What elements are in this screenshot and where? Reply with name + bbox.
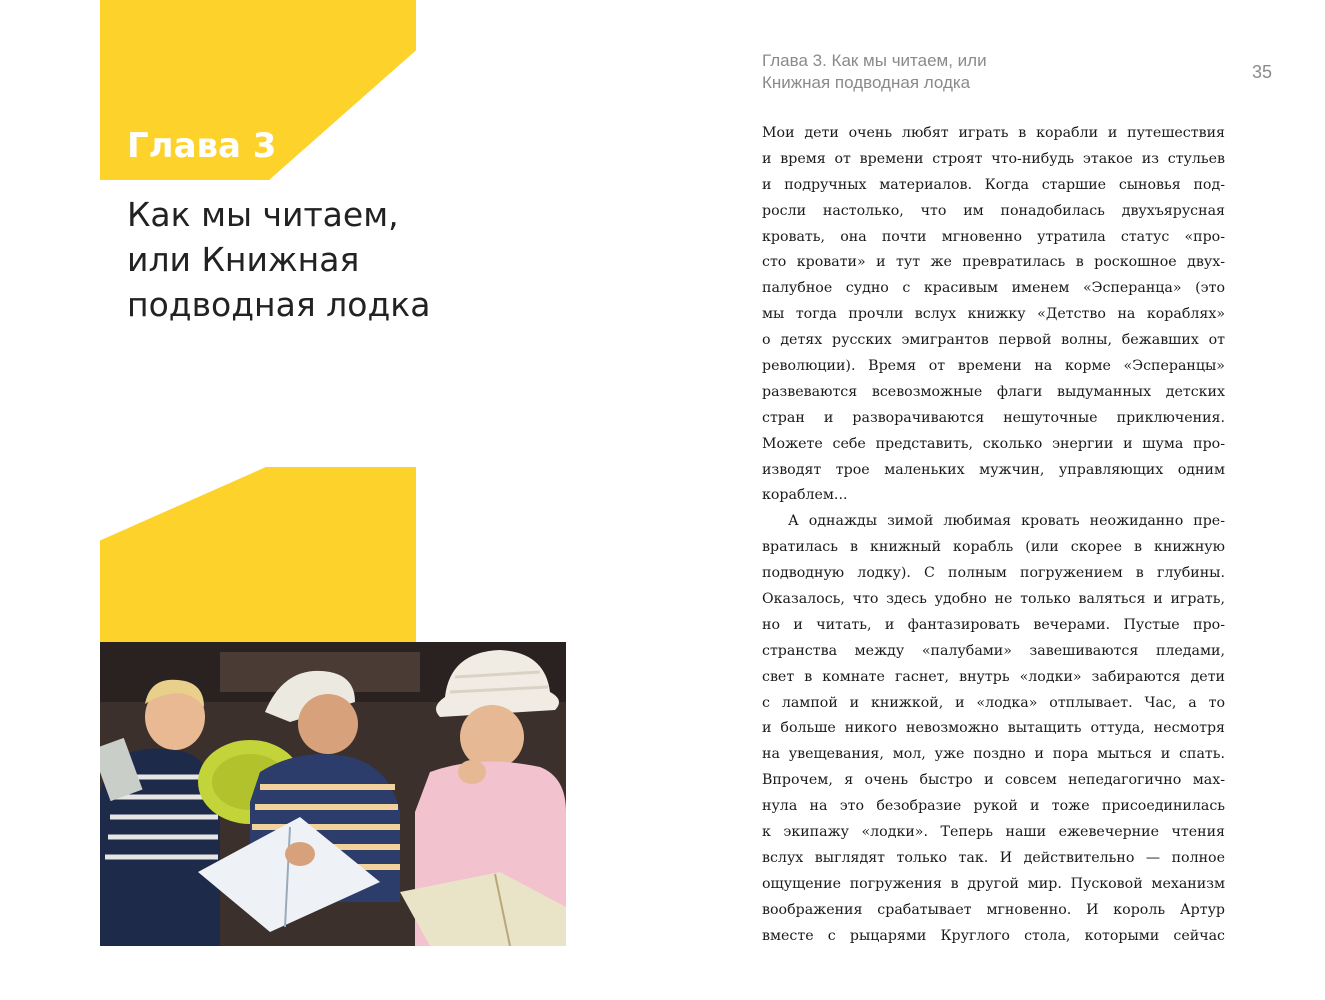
text-line: мы тогда прочли вслух книжку «Детство на кораблях» xyxy=(762,306,1225,323)
photo-illustration xyxy=(100,642,566,946)
text-line: воображения срабатывает мгновенно. И король Артур xyxy=(762,901,1225,918)
text-line: изводят трое маленьких мужчин, управляющих одним xyxy=(762,461,1225,478)
text-line: на увещевания, мол, уже поздно и пора мыться и спать. xyxy=(762,746,1225,763)
running-head-line: Книжная подводная лодка xyxy=(762,73,971,92)
text-line: ощущение погружения в другой мир. Пусковой механизм xyxy=(762,875,1225,892)
text-line: и больше никого невозможно вытащить оттуда, несмотря xyxy=(762,720,1225,737)
body-text xyxy=(762,121,1225,950)
yellow-decor-block xyxy=(100,467,416,642)
text-line: и время от времени строят что-нибудь этакое из стульев xyxy=(762,150,1225,167)
text-line: и подручных материалов. Когда старшие сыновья под- xyxy=(762,176,1225,193)
text-line: вратилась в книжный корабль (или скорее в книжную xyxy=(762,539,1225,556)
text-line: стран и разворачиваются нешуточные приключения. xyxy=(762,409,1225,426)
chapter-title-line: Как мы читаем, xyxy=(127,195,399,234)
text-line: свет в комнате гаснет, внутрь «лодки» забираются дети xyxy=(762,668,1225,685)
text-line: Можете себе представить, сколько энергии и шума про- xyxy=(762,435,1225,452)
chapter-label: Глава 3 xyxy=(127,126,277,166)
chapter-title-line: подводная лодка xyxy=(127,285,431,324)
text-line: с лампой и книжкой, и «лодка» отплывает. Час, а то xyxy=(762,694,1225,711)
text-line: кораблем... xyxy=(762,487,848,504)
text-line: вслух выглядят только так. И действительно — полное xyxy=(762,849,1225,866)
text-line: к экипажу «лодки». Теперь наши ежевечерние чтения xyxy=(762,824,1225,841)
text-line: развеваются всевозможные флаги выдуманных детских xyxy=(762,383,1225,400)
text-line: странства между «палубами» завешиваются пледами, xyxy=(762,642,1225,659)
text-line: революции). Время от времени на корме «Эсперанцы» xyxy=(762,358,1225,375)
text-line: сто кровати» и тут же превратилась в роскошное двух- xyxy=(762,254,1225,271)
text-line: подводную лодку). С полным погружением в глубины. xyxy=(762,565,1225,582)
text-line: вместе с рыцарями Круглого стола, которыми сейчас xyxy=(762,927,1225,944)
running-head xyxy=(762,50,987,94)
text-line: кровать, она почти мгновенно утратила статус «про- xyxy=(762,228,1225,245)
chapter-title xyxy=(127,192,430,327)
text-line: но и читать, и фантазировать вечерами. Пустые про- xyxy=(762,616,1225,633)
text-line: Оказалось, что здесь удобно не только валяться и играть, xyxy=(762,591,1225,608)
children-reading-photo xyxy=(100,642,566,946)
text-line: нула на это безобразие рукой и тоже присоединилась xyxy=(762,798,1225,815)
text-line: палубное судно с красивым именем «Эсперанца» (это xyxy=(762,280,1225,297)
page-number: 35 xyxy=(1252,62,1273,82)
text-line: А однажды зимой любимая кровать неожиданно пре- xyxy=(788,513,1225,530)
running-head-line: Глава 3. Как мы читаем, или xyxy=(762,51,987,70)
text-line: росли настолько, что им понадобилась двухъярусная xyxy=(762,202,1225,219)
text-line: о детях русских эмигрантов первой волны, бежавших от xyxy=(762,332,1225,349)
text-line: Впрочем, я очень быстро и совсем непедагогично мах- xyxy=(762,772,1225,789)
text-line: Мои дети очень любят играть в корабли и путешествия xyxy=(762,125,1225,141)
chapter-title-line: или Книжная xyxy=(127,240,360,279)
